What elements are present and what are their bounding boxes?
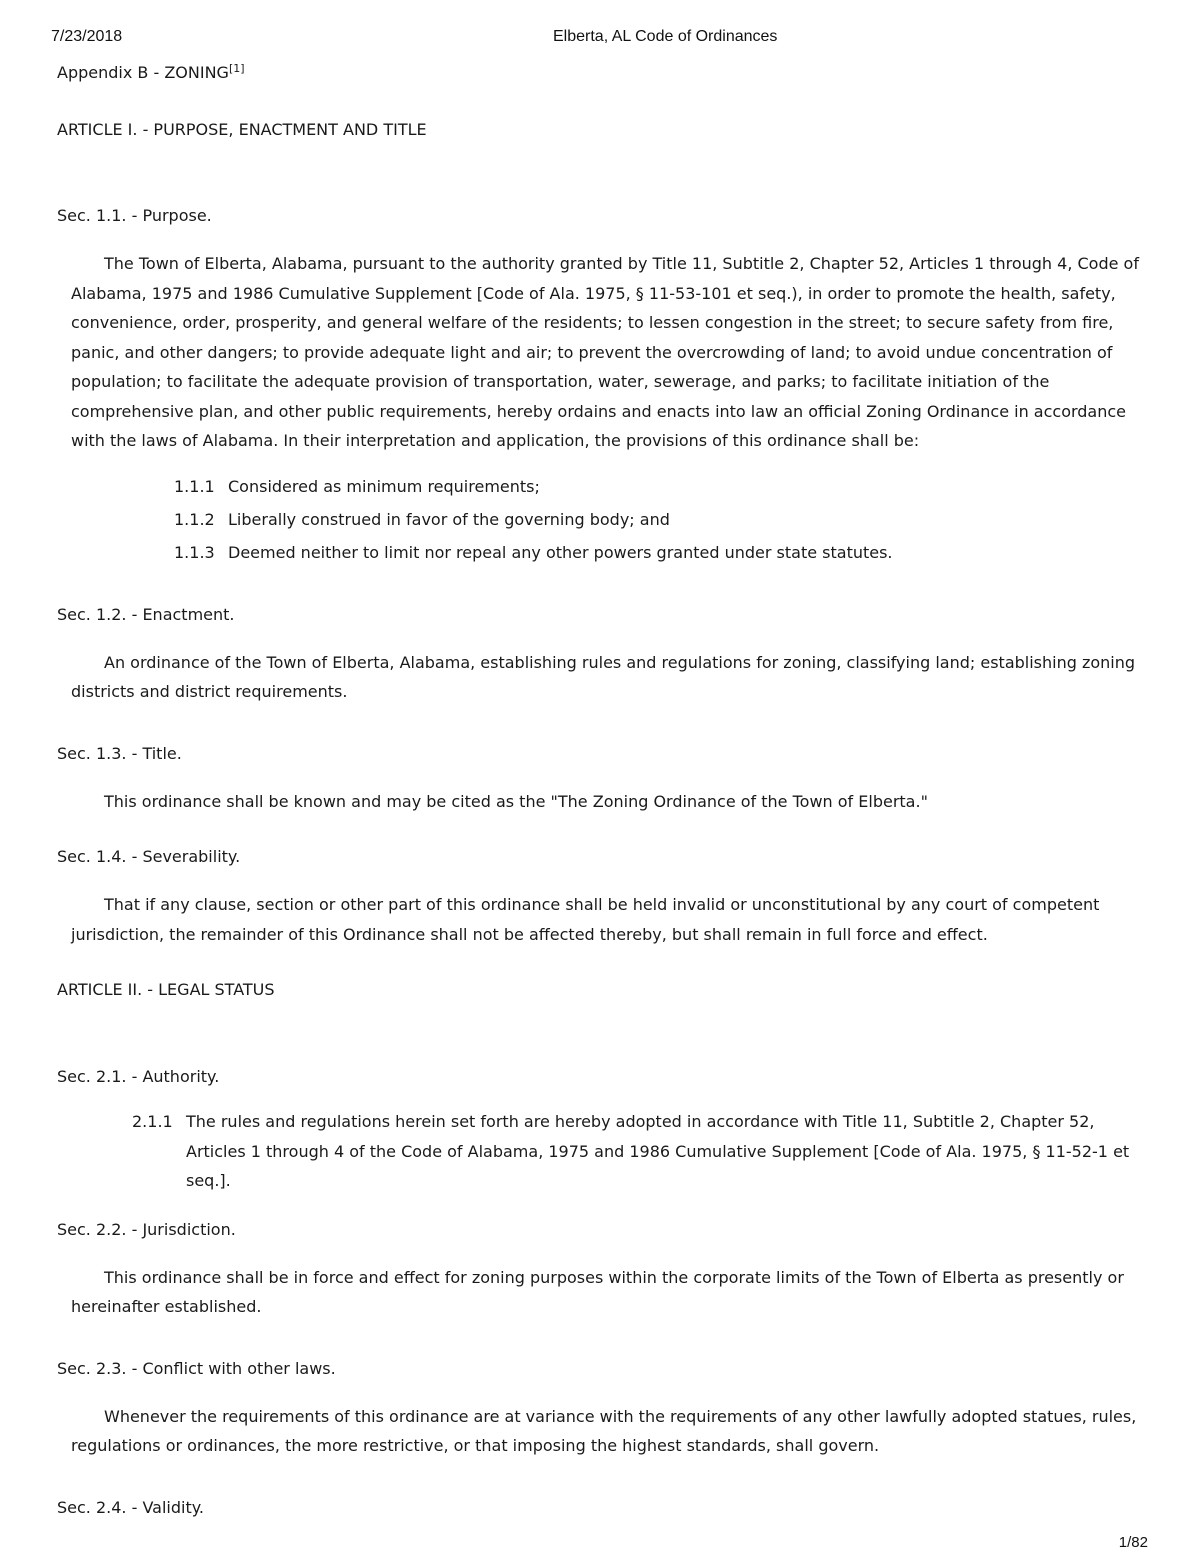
list-item: [57, 476, 1147, 498]
section-1-4-title: Sec. 1.4. - Severability.: [57, 847, 241, 866]
list-item-number: 1.1.2: [174, 509, 215, 529]
print-document-title: Elberta, AL Code of Ordinances: [553, 28, 778, 45]
footnote-link[interactable]: [1]: [228, 62, 245, 75]
appendix-title: [57, 62, 1147, 84]
section-2-2-title: Sec. 2.2. - Jurisdiction.: [57, 1219, 236, 1239]
list-item: [57, 509, 1147, 531]
section-2-1-title: Sec. 2.1. - Authority.: [57, 1067, 220, 1086]
section-1-1-title: Sec. 1.1. - Purpose.: [57, 206, 212, 225]
list-item-text: The rules and regulations herein set forth are hereby adopted in accordance with Title 11, Subtitle 2, Chapter 52, Articles 1 through 4 of the Code of Alabama, 1975 and 1986 Cumulative Supplement [Code of Ala. 1975, § 11-52-1 et seq.].: [186, 1112, 1130, 1190]
appendix-title-text: Appendix B - ZONING: [57, 63, 229, 82]
print-header: [0, 28, 1200, 48]
list-item-number: 1.1.1: [174, 476, 215, 496]
section-1-4-body: That if any clause, section or other part of this ordinance shall be held invalid or unconstitutional by any court of competent jurisdiction, the remainder of this Ordinance shall not be affected thereby, but shall remain in full force and effect.: [71, 895, 1100, 944]
list-item-text: Deemed neither to limit nor repeal any other powers granted under state statutes.: [228, 542, 893, 562]
list-item-number: 1.1.3: [174, 542, 215, 562]
list-item: [57, 542, 1147, 564]
article-1-title: ARTICLE I. - PURPOSE, ENACTMENT AND TITLE: [57, 120, 427, 139]
section-1-2-title: Sec. 1.2. - Enactment.: [57, 604, 235, 624]
page-number: 1/82: [1118, 1534, 1148, 1551]
section-2-2-body: This ordinance shall be in force and effect for zoning purposes within the corporate limits of the Town of Elberta as presently or hereinafter established.: [71, 1267, 1124, 1316]
article-2-title: ARTICLE II. - LEGAL STATUS: [57, 980, 275, 999]
list-item-text: Liberally construed in favor of the governing body; and: [228, 509, 670, 529]
section-2-4-title: Sec. 2.4. - Validity.: [57, 1497, 204, 1517]
document-content: [57, 62, 1147, 1519]
section-1-3-body: This ordinance shall be known and may be cited as the "The Zoning Ordinance of the Town of Elberta.": [104, 791, 928, 811]
section-1-1-body: The Town of Elberta, Alabama, pursuant to the authority granted by Title 11, Subtitle 2, Chapter 52, Articles 1 through 4, Code of Alabama, 1975 and 1986 Cumulative Supplement [Code of Ala. 1975, § 11-53-101 et seq.), in order to promote the health, safety, convenience, order, prosperity, and general welfare of the residents; to lessen congestion in the street; to secure safety from fire, panic, and other dangers; to provide adequate light and air; to prevent the overcrowding of land; to avoid undue concentration of population; to facilitate the adequate provision of transportation, water, sewerage, and parks; to facilitate initiation of the comprehensive plan, and other public requirements, hereby ordains and enacts into law an official Zoning Ordinance in accordance with the laws of Alabama. In their interpretation and application, the provisions of this ordinance shall be:: [71, 254, 1139, 450]
list-item-number: 2.1.1: [132, 1112, 173, 1131]
list-item-text: Considered as minimum requirements;: [228, 476, 540, 496]
section-1-3-title: Sec. 1.3. - Title.: [57, 743, 182, 763]
section-1-2-body: An ordinance of the Town of Elberta, Alabama, establishing rules and regulations for zoning, classifying land; establishing zoning districts and district requirements.: [71, 652, 1136, 701]
print-date: 7/23/2018: [51, 28, 123, 45]
list-item: [57, 1107, 1147, 1196]
section-2-3-body: Whenever the requirements of this ordinance are at variance with the requirements of any other lawfully adopted statues, rules, regulations or ordinances, the more restrictive, or that imposing the highest standards, shall govern.: [71, 1406, 1137, 1455]
section-2-3-title: Sec. 2.3. - Conflict with other laws.: [57, 1358, 336, 1378]
section-1-1-list: [57, 476, 1147, 564]
